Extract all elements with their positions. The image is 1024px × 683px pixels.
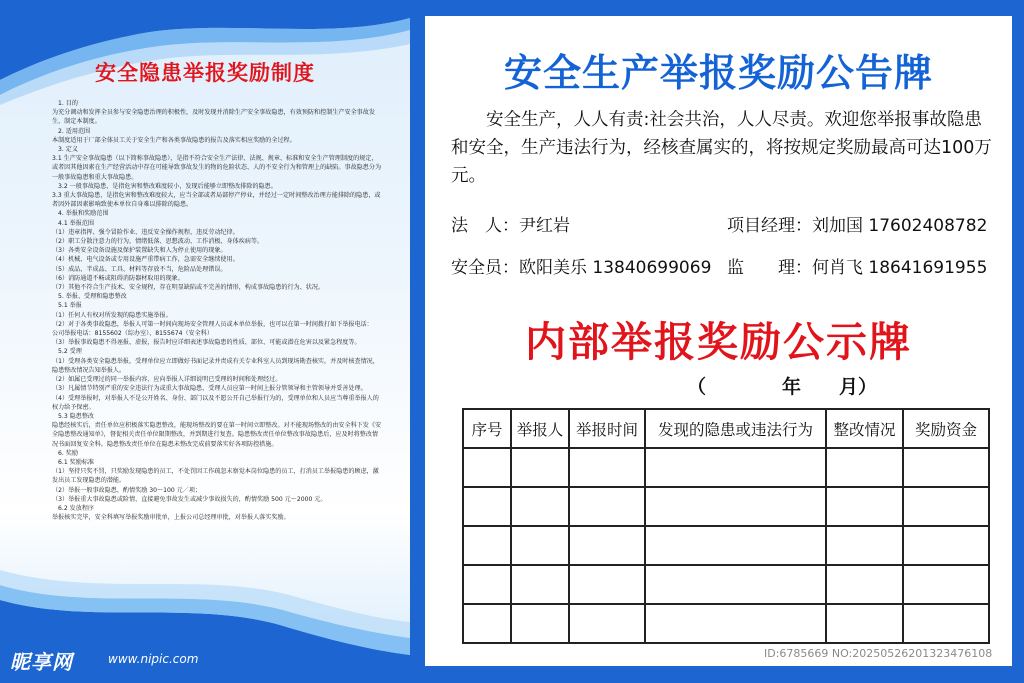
safety-officer-phone: 13840699069 bbox=[592, 258, 712, 278]
rules-paragraph: 举报核实完毕，安全科填写举报奖励审批单，上报公司总经理审批，对举报人落实奖励。 bbox=[52, 514, 290, 522]
table-cell bbox=[645, 448, 826, 487]
table-cell bbox=[645, 565, 826, 604]
table-cell bbox=[826, 448, 903, 487]
table-cell bbox=[463, 526, 511, 565]
supervisor-info bbox=[727, 253, 987, 278]
project-manager-label: 项目经理： bbox=[727, 216, 812, 236]
header-reporter: 举报人 bbox=[511, 409, 569, 448]
table-cell bbox=[903, 565, 989, 604]
supervisor-phone: 18641691955 bbox=[868, 258, 988, 278]
report-table bbox=[462, 408, 990, 644]
watermark-url: www.nipic.com bbox=[108, 652, 199, 666]
table-body bbox=[463, 448, 989, 643]
rules-paragraph: （3）举报重大事故隐患或险情，直接避免事故发生或减少事故损失的，酌情奖励 500 元～2000 元。 bbox=[52, 495, 327, 503]
legal-person-label: 法 人： bbox=[451, 216, 519, 236]
rules-paragraph: 为充分调动和发挥全员参与安全隐患治理的积极性，及时发现并消除生产安全事故隐患，有效预防和控制生产安全事故发生，制定本制度。 bbox=[52, 109, 375, 126]
rules-paragraph: 6.1 奖励标准 bbox=[58, 458, 95, 466]
rules-paragraph: 3.2 一般事故隐患，是指危害和整改难度较小，发现后能够立即整改排除的隐患。 bbox=[58, 182, 277, 190]
table-cell bbox=[903, 526, 989, 565]
rules-paragraph: 本制度适用于厂部全体员工关于安全生产和各类事故隐患的报告及落实相应奖励的全过程。 bbox=[52, 136, 296, 144]
legal-person-name: 尹红岩 bbox=[519, 216, 570, 236]
table-row bbox=[463, 565, 989, 604]
left-board bbox=[0, 0, 410, 683]
table-row bbox=[463, 526, 989, 565]
announcement-title: 安全生产举报奖励公告牌 bbox=[503, 51, 933, 95]
watermark-id: ID:6785669 NO:20250526201323476108 bbox=[764, 647, 993, 660]
table-cell bbox=[511, 487, 569, 526]
table-cell bbox=[569, 526, 645, 565]
rules-paragraph: 3. 定义 bbox=[58, 146, 78, 154]
table-cell bbox=[569, 565, 645, 604]
project-manager-info bbox=[727, 211, 987, 236]
safety-officer-label: 安全员： bbox=[451, 258, 519, 278]
rules-paragraph: （1）违章指挥、强令冒险作业、违反安全操作规程、违反劳动纪律。 bbox=[52, 228, 239, 236]
rules-paragraph: （2）举报一般事故隐患，酌情奖励 30～100 元／项； bbox=[52, 486, 202, 494]
header-serial: 序号 bbox=[463, 409, 511, 448]
rules-paragraph: （1）受理各类安全隐患举报，受理单位应立即做好书面记录并责成有关专业科室人员到现场勘查核实，并及时核查情况，隐患整改情况告知举报人。 bbox=[52, 357, 379, 374]
table-header-row bbox=[463, 409, 989, 448]
safety-officer-name: 欧阳美乐 bbox=[519, 258, 587, 278]
header-rectification: 整改情况 bbox=[826, 409, 903, 448]
table-cell bbox=[645, 487, 826, 526]
table-cell bbox=[511, 526, 569, 565]
table-cell bbox=[511, 565, 569, 604]
table-row bbox=[463, 487, 989, 526]
rules-paragraph: （6）消防通道不畅或阻碍消防器材取用的现象。 bbox=[52, 274, 184, 282]
legal-person-info bbox=[451, 211, 570, 236]
watermark-brand: 昵享网 bbox=[10, 650, 73, 674]
rules-paragraph: 隐患经核实后，责任单位应积极落实隐患整改，能现场整改的要在第一时间立即整改。对不能现场整改的由安全科下发《安全隐患整改通知单》，督促相关责任单位限期整改，并到期进行复查。隐患整改责任单位整改事故隐患后，应及时将整改情况书面回复安全科。隐患整改责任单位在隐患未整改完成前要落实好各项防控措施。 bbox=[52, 422, 382, 448]
table-cell bbox=[463, 565, 511, 604]
table-row bbox=[463, 604, 989, 643]
rules-paragraph: 6. 奖励 bbox=[58, 449, 78, 457]
supervisor-name: 何肖飞 bbox=[812, 258, 863, 278]
rules-paragraph: 2. 适用范围 bbox=[58, 127, 91, 135]
table-cell bbox=[463, 487, 511, 526]
internal-board-title: 内部举报奖励公示牌 bbox=[525, 318, 912, 366]
rules-paragraph: 6.2 发放程序 bbox=[58, 504, 95, 512]
rules-paragraph: （3）各类安全设备设施及保护装置缺失和人为停止使用的现象。 bbox=[52, 247, 227, 255]
supervisor-label: 监 理： bbox=[727, 258, 812, 278]
table-cell bbox=[903, 448, 989, 487]
table-cell bbox=[511, 448, 569, 487]
table-cell bbox=[645, 604, 826, 643]
rules-paragraph: （2）职工分散注意力的行为，情绪低落、思想波动、工作消极、身体疾病等。 bbox=[52, 238, 264, 246]
table-cell bbox=[569, 487, 645, 526]
rules-paragraph: 5.2 受理 bbox=[58, 348, 82, 356]
table-cell bbox=[826, 604, 903, 643]
table-cell bbox=[463, 604, 511, 643]
header-hazard: 发现的隐患或违法行为 bbox=[645, 409, 826, 448]
header-report-time: 举报时间 bbox=[569, 409, 645, 448]
rules-paragraph: 4.1 举报范围 bbox=[58, 219, 95, 227]
table-cell bbox=[569, 448, 645, 487]
project-manager-phone: 17602408782 bbox=[868, 216, 988, 236]
rules-paragraph: （1）任何人有权对所发现的隐患实施举报。 bbox=[52, 311, 172, 319]
rules-paragraph: 1. 目的 bbox=[58, 100, 78, 107]
rules-paragraph: （4）机械、电气设备或专用设施严重带病工作，急需安全继续使用。 bbox=[52, 256, 239, 264]
table-cell bbox=[826, 565, 903, 604]
rules-paragraph: 5.1 举报 bbox=[58, 302, 82, 310]
table-row bbox=[463, 448, 989, 487]
rules-paragraph: （2）对于各类事故隐患，举报人可第一时间向现场安全管理人员或本单位举报，也可以在第一时间拨打如下举报电话： bbox=[52, 320, 373, 328]
table-cell bbox=[511, 604, 569, 643]
rules-paragraph: （7）其他不符合生产技术、安全规程，存在明显缺陷或不完善的情形，构成事故隐患的行为、状况。 bbox=[52, 284, 325, 292]
announcement-intro: 安全生产，人人有责:社会共治，人人尽责。欢迎您举报事故隐患和安全，生产违法行为，经核查属实的，将按规定奖励最高可达100万元。 bbox=[451, 110, 992, 186]
left-board-title: 安全隐患举报奖励制度 bbox=[95, 61, 315, 85]
rules-paragraph: （3）举报事故隐患不得诬报、虚报，报告时应详细表述事故隐患的性质、部位、可能或潜在危害以及紧急程度等。 bbox=[52, 339, 361, 347]
rules-paragraph: （4）受理举报时，对举报人不是公开姓名、身份、部门以及不愿公开自己举报行为的，受理单位和人员应当尊重举报人的权力给予保密。 bbox=[52, 394, 379, 411]
table-cell bbox=[826, 526, 903, 565]
rules-paragraph: 5.3 隐患整改 bbox=[58, 412, 95, 420]
right-board bbox=[425, 16, 1012, 666]
rules-paragraph: 5. 举报、受理和隐患整改 bbox=[58, 293, 127, 301]
table-cell bbox=[826, 487, 903, 526]
table-cell bbox=[903, 604, 989, 643]
rules-paragraph: （5）成品、半成品、工具、材料等存放不当，危险品处理错误。 bbox=[52, 265, 227, 273]
header-reward: 奖励资金 bbox=[903, 409, 989, 448]
date-line: （ 年 月） bbox=[687, 376, 878, 398]
table-cell bbox=[463, 448, 511, 487]
rules-paragraph: （1）坚持只奖不罚，只奖励发现隐患的员工，不处罚因工作疏忽未察觉本岗位隐患的员工，打消员工举报隐患的顾虑，激发出员工发现隐患的潜能。 bbox=[52, 468, 379, 485]
safety-officer-info bbox=[451, 253, 711, 278]
table-cell bbox=[569, 604, 645, 643]
rules-paragraph: （2）如属已受理过的同一举报内容，应向举报人详细说明已受理的时间和处理经过。 bbox=[52, 376, 282, 384]
rules-paragraph: 3.3 重大事故隐患，是指危害和整改难度较大，应当全部或者局部停产停业，并经过一定时间整改治理方能排除的隐患，或者因外部因素影响致使本单位自身难以排除的隐患。 bbox=[52, 192, 381, 209]
table-cell bbox=[645, 526, 826, 565]
table-cell bbox=[903, 487, 989, 526]
rules-paragraph: 3.1 生产安全事故隐患（以下简称事故隐患），是指不符合安全生产法律、法规、规章、标准和安全生产管理制度的规定，或者因其他因素在生产经营活动中存在可能导致事故发生的物的危险状态、人的不安全行为和管理上的缺陷。事故隐患分为一般事故隐患和重大事故隐患。 bbox=[52, 155, 382, 181]
rules-paragraph: 4. 举报和奖励范围 bbox=[58, 210, 109, 218]
project-manager-name: 刘加国 bbox=[812, 216, 863, 236]
rules-text bbox=[52, 99, 382, 522]
rules-paragraph: 公司举报电话：8155602（综办室），8155674（安全科） bbox=[52, 330, 213, 338]
rules-paragraph: （3）凡属情节特别严重的安全违法行为或重大事故隐患，受理人员应第一时间上报分管领导和主管领导并妥善处理。 bbox=[52, 385, 367, 393]
